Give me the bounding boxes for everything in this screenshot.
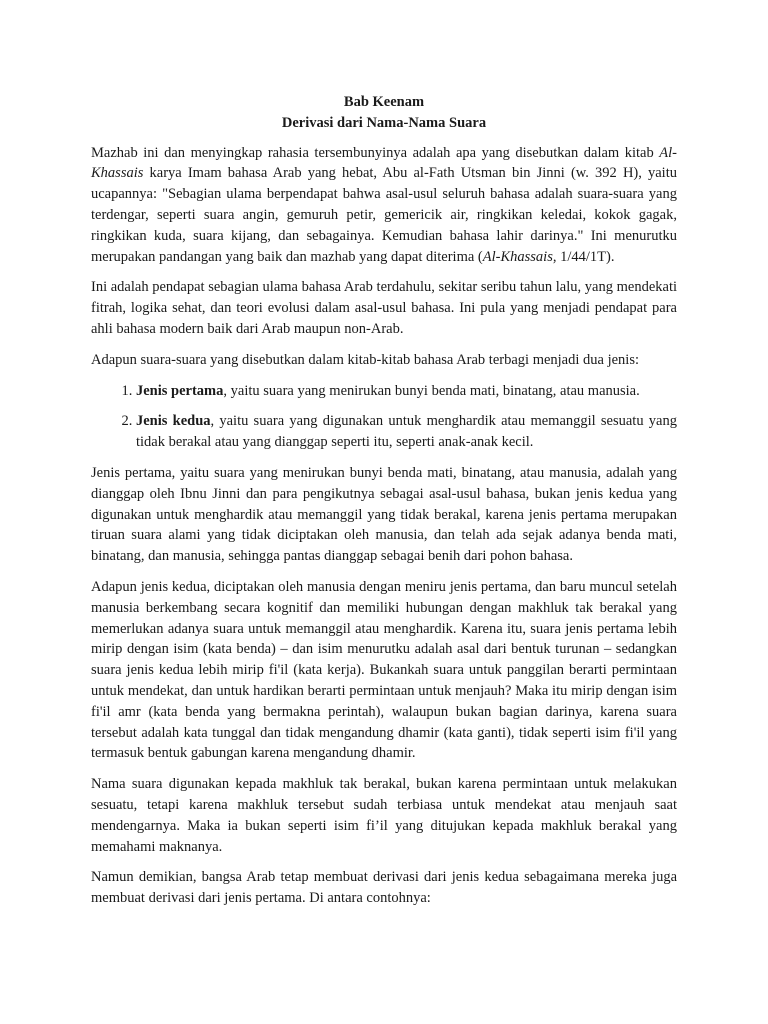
document-page [91, 92, 677, 919]
chapter-number: Bab Keenam [343, 94, 425, 110]
paragraph-1-text-a: Mazhab ini dan menyingkap rahasia tersembunyinya adalah apa yang disebutkan dalam kitab [91, 144, 660, 161]
paragraph-3: Adapun suara-suara yang disebutkan dalam kitab-kitab bahasa Arab terbagi menjadi dua jenis: [91, 351, 639, 368]
chapter-heading [91, 92, 677, 134]
list-item-text: , yaitu suara yang digunakan untuk menghardik atau memanggil sesuatu yang tidak berakal atau yang dianggap seperti itu, seperti anak-anak kecil. [136, 413, 677, 451]
list-item-term: Jenis kedua [136, 413, 211, 430]
paragraph-5: Adapun jenis kedua, diciptakan oleh manusia dengan meniru jenis pertama, dan baru muncul setelah manusia berkembang secara kognitif dan memiliki hubungan dengan makhluk tak berakal yang memerlukan adanya suara untuk memanggil atau menghardik. Karena itu, suara jenis pertama lebih mirip dengan isim (kata benda) – dan isim menurutku adalah asal dari bentuk turunan – sedangkan suara jenis kedua lebih mirip fi'il (kata kerja). Bukankah suara untuk panggilan berarti permintaan untuk mendekat, dan untuk hardikan berarti permintaan untuk menjauh? Maka itu mirip dengan isim fi'il amr (kata benda yang bermakna perintah), walaupun bukan bagian darinya, karena suara tersebut adalah kata tunggal dan tidak mengandung dhamir (kata ganti), tidak seperti isim fi'il yang termasuk bentuk gabungan karena mengandung dhamir. [91, 578, 677, 762]
paragraph-7: Namun demikian, bangsa Arab tetap membuat derivasi dari jenis kedua sebagaimana mereka juga membuat derivasi dari jenis pertama. Di antara contohnya: [91, 869, 677, 907]
paragraph-2: Ini adalah pendapat sebagian ulama bahasa Arab terdahulu, sekitar seribu tahun lalu, yang mendekati fitrah, logika sehat, dan teori evolusi dalam asal-usul bahasa. Ini pula yang menjadi pendapat para ahli bahasa modern baik dari Arab maupun non-Arab. [91, 279, 677, 337]
paragraph-1-text-c: karya Imam bahasa Arab yang hebat, Abu al-Fath Utsman bin Jinni (w. 392 H), yaitu ucapannya: "Sebagian ulama berpendapat bahwa asal-usul seluruh bahasa adalah suara-suara yang terdengar, seperti suara angin, gemuruh petir, gemericik air, ringkikan keledai, kokok gagak, ringkikan kuda, suara kijang, dan sebagainya. Kemudian bahasa lahir darinya." Ini menurutku merupakan pandangan yang baik dan mazhab yang dapat diterima ( [91, 165, 677, 265]
paragraph-1-text-e: , 1/44/1T). [552, 248, 615, 265]
list-item [136, 381, 677, 402]
paragraph-6: Nama suara digunakan kepada makhluk tak berakal, bukan karena permintaan untuk melakukan sesuatu, tetapi karena makhluk tersebut sudah terbiasa untuk mendekat atau menjauh saat mendengarnya. Maka ia bukan seperti isim fi’il yang ditujukan kepada makhluk berakal yang memahami maknanya. [91, 776, 677, 855]
citation-book-title-italic: Al-Khassais [482, 248, 553, 265]
list-item-text: , yaitu suara yang menirukan bunyi benda mati, binatang, atau manusia. [223, 382, 640, 399]
list-item-term: Jenis pertama [136, 382, 224, 399]
book-title-italic: Al-Khassais [91, 144, 677, 182]
paragraph-4: Jenis pertama, yaitu suara yang menirukan bunyi benda mati, binatang, atau manusia, adalah yang dianggap oleh Ibnu Jinni dan para pengikutnya sebagai asal-usul bahasa, bukan jenis kedua yang digunakan untuk menghardik atau memanggil yang tidak berakal, karena jenis pertama merupakan tiruan suara alami yang tidak diciptakan oleh manusia, dan telah ada sejak adanya benda mati, binatang, dan manusia, sehingga pantas dianggap sebagai benih dari pohon bahasa. [91, 464, 677, 565]
list-item [136, 411, 677, 453]
sound-types-list [91, 381, 677, 453]
chapter-title: Derivasi dari Nama-Nama Suara [281, 114, 487, 131]
paragraph-1 [91, 143, 677, 268]
